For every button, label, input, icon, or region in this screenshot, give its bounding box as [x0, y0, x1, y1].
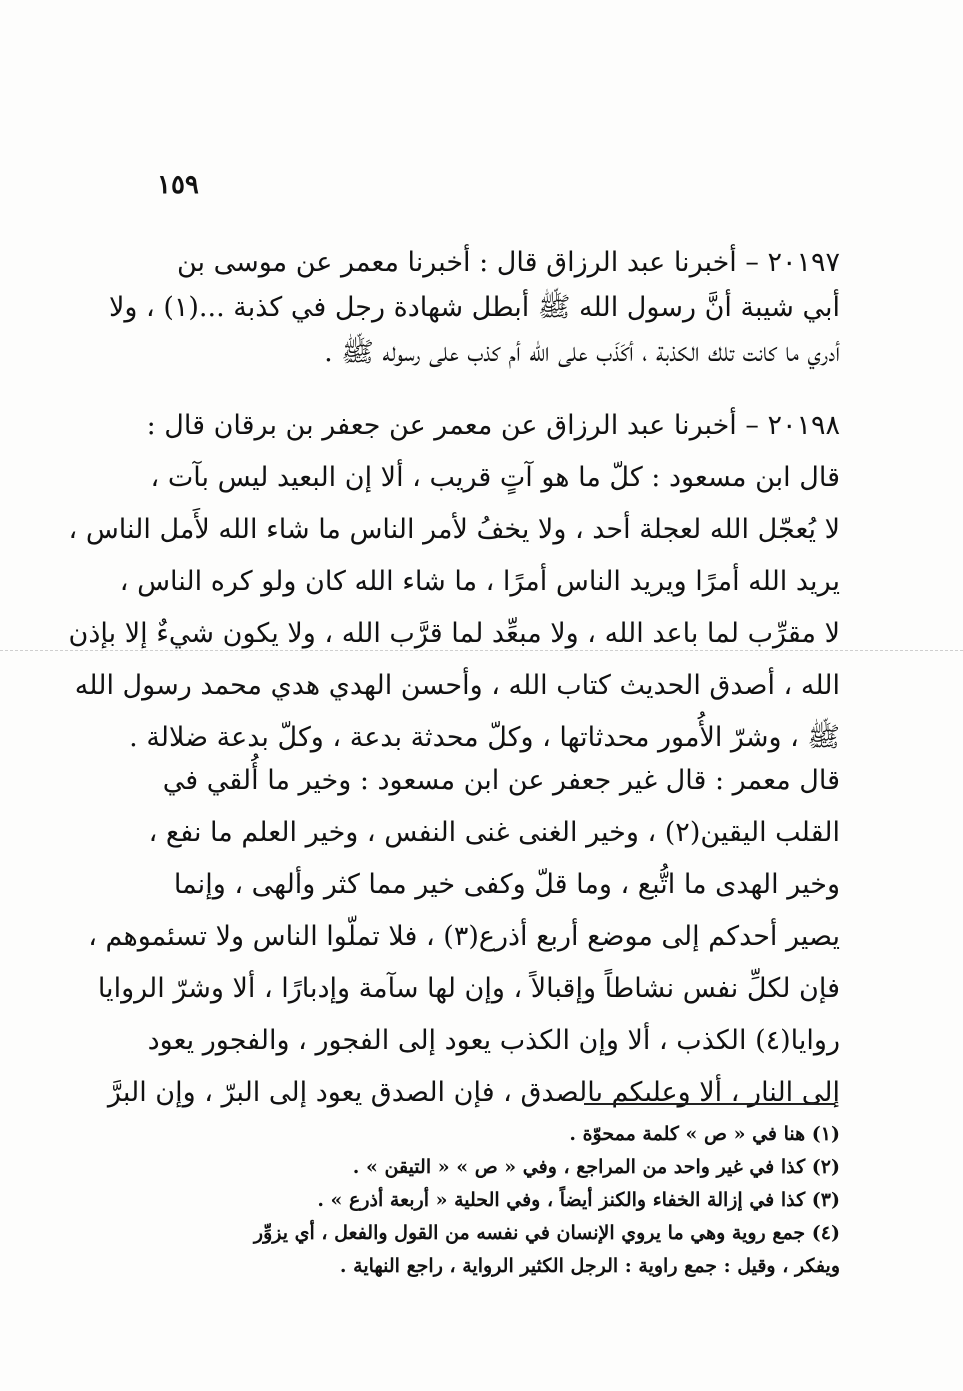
footnotes — [150, 1118, 840, 1283]
text-line: وخير الهدى ما اتُّبع ، وما قلّ وكفى خير مما كثر وألهى ، وإنما — [173, 869, 840, 900]
text-line: يريد الله أمرًا ويريد الناس أمرًا ، ما شاء الله كان ولو كره الناس ، — [119, 566, 840, 597]
mamar-narration-paragraph — [88, 755, 840, 1119]
text-line: يصير أحدكم إلى موضع أربع أذرع(٣) ، فلا تملّوا الناس ولا تسئموهم ، — [88, 921, 840, 952]
text-line: ﷺ ، وشرّ الأُمور محدثاتها ، وكلّ محدثة بدعة ، وكلّ بدعة ضلالة . — [129, 722, 840, 753]
footnote-4-continued: ويفكر ، وقيل : جمع راوية : الرجل الكثير الرواية ، راجع النهاية . — [339, 1255, 840, 1277]
text-line: فإن لكلِّ نفس نشاطاً وإقبالاً ، وإن لها سآمة وإدبارًا ، ألا وشرّ الروايا — [97, 973, 840, 1004]
footnote-4: (٤) جمع روية وهي ما يروي الإنسان في نفسه من القول والفعل ، أي يزوِّر — [253, 1222, 840, 1244]
footnote-3: (٣) كذا في إزالة الخفاء والكنز أيضاً ، وفي الحلية « أربعة أذرع » . — [317, 1189, 840, 1211]
hadith-20197-paragraph — [109, 240, 840, 375]
text-line: ٢٠١٩٨ – أخبرنا عبد الرزاق عن معمر عن جعفر بن برقان قال : — [146, 410, 840, 441]
hadith-20198-paragraph — [68, 400, 840, 764]
footnote-1: (١) هنا في « ص » كلمة ممحوّة . — [569, 1123, 840, 1145]
text-line: روايا(٤) الكذب ، ألا وإن الكذب يعود إلى الفجور ، والفجور يعود — [147, 1025, 840, 1056]
text-line: قال ابن مسعود : كلّ ما هو آتٍ قريب ، ألا إن البعيد ليس بآت ، — [150, 462, 840, 493]
text-line: القلب اليقين(٢) ، وخير الغنى غنى النفس ، وخير العلم ما نفع ، — [148, 817, 840, 848]
footnote-2: (٢) كذا في غير واحد من المراجع ، وفي « ص » « التيقن » . — [352, 1156, 840, 1178]
text-line: قال معمر : قال غير جعفر عن ابن مسعود : وخير ما أُلقي في — [162, 765, 840, 796]
footnote-divider — [584, 1103, 834, 1105]
text-line: الله ، أصدق الحديث كتاب الله ، وأحسن الهدي هدي محمد رسول الله — [74, 670, 840, 701]
text-line: ٢٠١٩٧ – أخبرنا عبد الرزاق قال : أخبرنا معمر عن موسى بن — [176, 247, 840, 278]
text-line: لا يُعجّل الله لعجلة أحد ، ولا يخفُ لأمر الناس ما شاء الله لأَمل الناس ، — [68, 514, 840, 545]
page-number: ١٥٩ — [157, 170, 199, 200]
text-line: لا مقرِّب لما باعد الله ، ولا مبعِّد لما قرَّب الله ، ولا يكون شيءٌ إلا بإذن — [68, 618, 840, 649]
text-line: إلى النار ، ألا وعليكم بالصدق ، فإن الصدق يعود إلى البرّ ، وإن البرَّ — [107, 1077, 840, 1108]
text-line: أبي شيبة أنَّ رسول الله ﷺ أبطل شهادة رجل في كذبة ...(١) ، ولا — [109, 292, 840, 323]
text-line: أدري ما كانت تلك الكذبة ، أكَذَب على الله أم كذب على رسوله ﷺ . — [324, 337, 840, 368]
